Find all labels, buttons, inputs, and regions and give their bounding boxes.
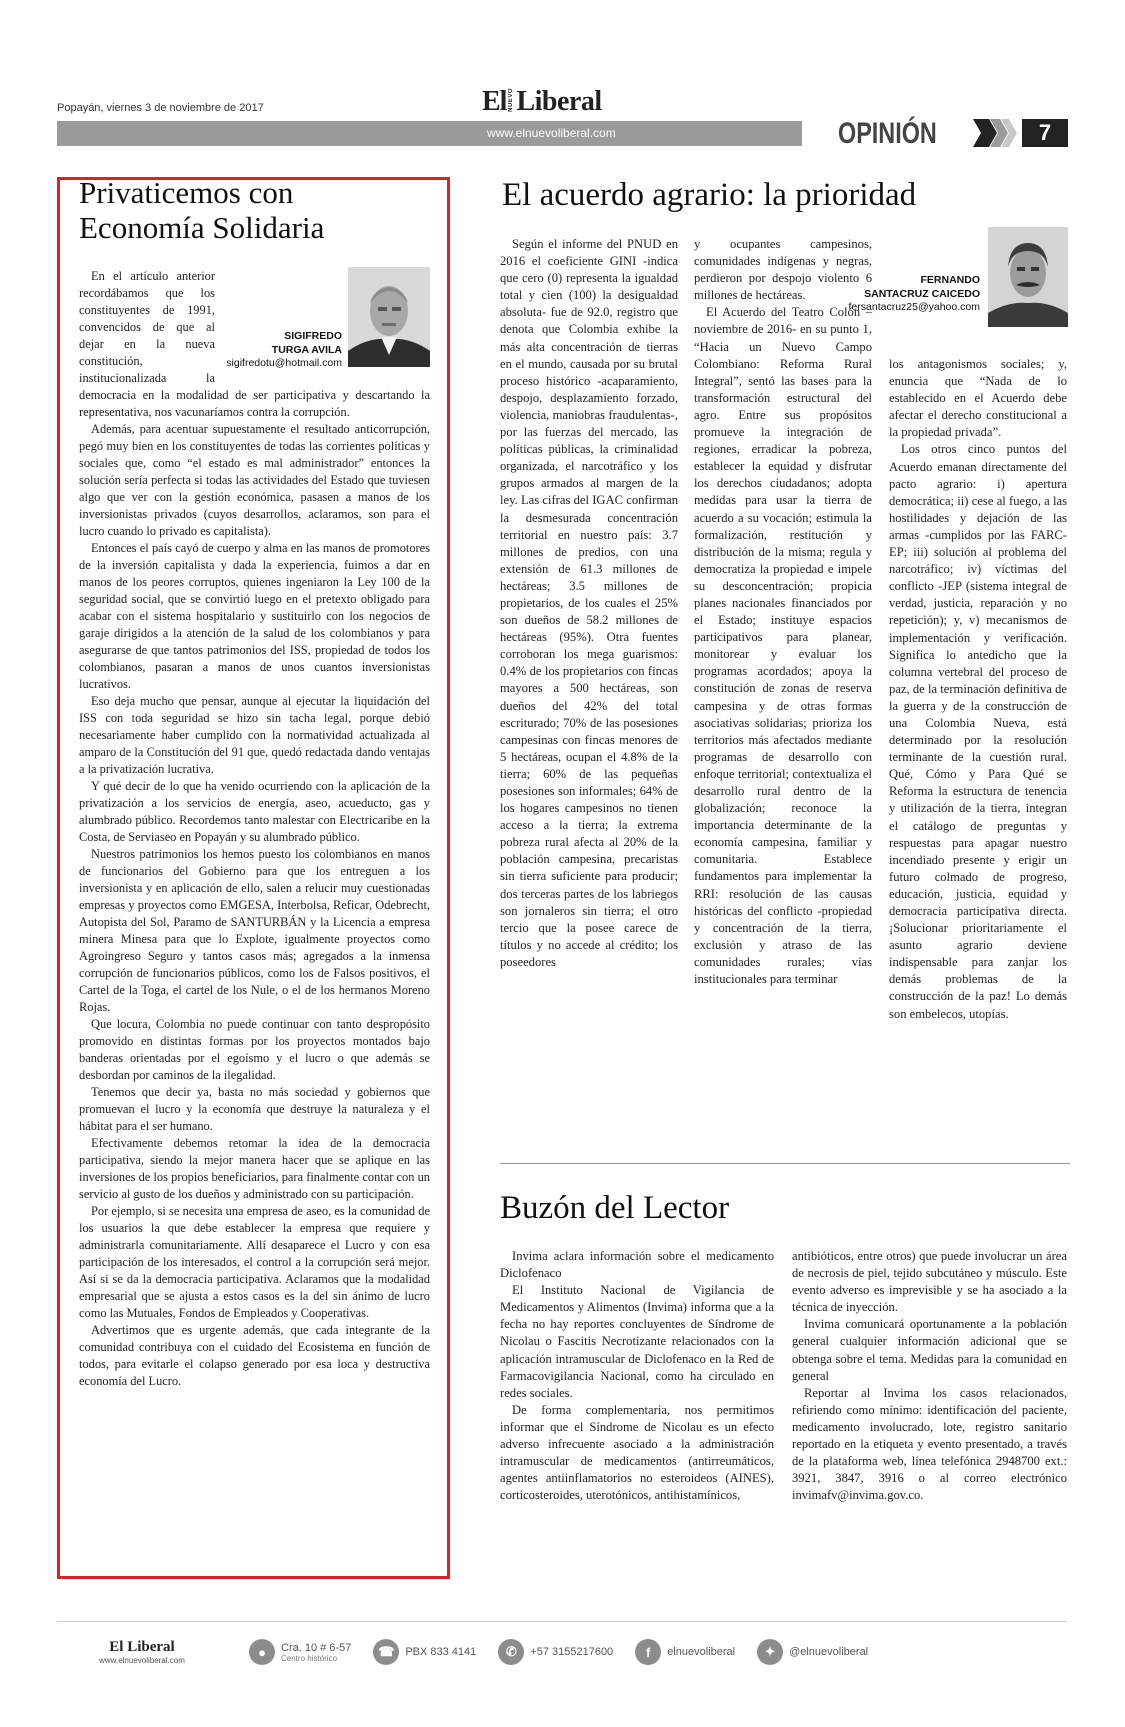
article1-paragraph: Que locura, Colombia no puede continuar con tanto despropósito promovido en distintas formas por los proyectos montados bajo banderas orientadas por el egoísmo y el lucro o que además se desbordan por caminos de la ilegalidad. (79, 1017, 430, 1082)
article2-author-email[interactable]: fersantacruz25@yahoo.com (848, 301, 980, 314)
article2-column-1 (500, 236, 678, 971)
facebook-icon: f (635, 1639, 661, 1665)
article1-paragraph: En el artículo anterior recordábamos que los constituyentes de 1991, convencidos de que al dejar en la nueva constitución, institucionalizada la democracia en la modalidad de ser participativa y descartando la representativa, nos vacunaríamos contra la corrupción. (79, 269, 430, 419)
footer-phone[interactable] (373, 1639, 476, 1665)
logo-liberal: Liberal (516, 86, 602, 117)
article1-author-last: TURGA AVILA (271, 343, 342, 356)
article1-paragraph: Además, para acentuar supuestamente el resultado anticorrupción, pegó muy bien en los constituyentes de todas las corrientes políticas y sociales que, como “el estado es mal administrador” entonces la solución sería perfecta si todas las actividades del Estado que tuviesen algo que ver con la gestión económica, pasasen a manos de los inversionistas privados (cuyos desarrollos, aclaramos, son para el lucro cuando lo privado es capitalista). (79, 422, 430, 538)
article2-paragraph: El Acuerdo del Teatro Colón –noviembre de 2016- en su punto 1, “Hacia un Nuevo Campo Colombiano: Reforma Rural Integral”, sentó las bases para la transformación estructural del agro. Entre sus propósitos promueve la integración de regiones, erradicar la pobreza, establecer la equidad y disfrutar los derechos ciudadanos; adopta medidas para usar la tierra de acuerdo a su vocación; estimula la formalización, restitución y distribución de la misma; regula y democratiza la propiedad e impele su desconcentración; propicia planes nacionales financiados por el Estado; instituye espacios participativos para planear, monitorear y evaluar los programas acordados; apoya la constitución de zonas de reserva campesina y de otras formas asociativas solidarias; prioriza los territorios más afectados mediante programas de desarrollo con enfoque territorial; contextualiza el desarrollo rural dentro de la globalización; reconoce la importancia determinante de la economía campesina, familiar y comunitaria. Establece fundamentos para implementar la RRI: resolución de las causas históricas del conflicto -propiedad y concentración de la tierra, exclusión y atraso de las comunidades rurales; vías institucionales para terminar (694, 305, 872, 987)
article1-paragraph: Entonces el país cayó de cuerpo y alma en las manos de promotores de la inversión capitalista y dada la experiencia, fuimos a dar en manos de los peores corruptos, quienes ingeniaron la Ley 100 de la seguridad social, que se convirtió luego en el pretexto obligado para acabar con el sistema hospitalario y sustituirlo con los negocios de garaje dirigidos a la atención de la salud de los colombianos y para asegurarse de que tantos patrimonios del ISS, propiedad de todos los colombianos, pasaran a manos de unos cuantos inversionistas lucrativos. (79, 541, 430, 691)
article2-paragraph: Los otros cinco puntos del Acuerdo emanan directamente del pacto agrario: i) apertura democrática; ii) cese al fuego, a las hostilidades y dejación de las armas -cumplidos por las FARC-EP; iii) solución al problema del narcotráfico; iv) víctimas del conflicto -JEP (sistema integral de verdad, justicia, reparación y no repetición); y, v) mecanismos de implementación y verificación. Significa lo antedicho que la columna vertebral del proceso de paz, de la terminación definitiva de la guerra y de la construcción de una Colombia Nueva, está determinado por la resolución terminante de la cuestión rural. Qué, Cómo y Para Qué se Reforma la estructura de tenencia y utilización de la tierra, integran el catálogo de preguntas y respuestas para apagar nuestro incendiado presente y erigir un futuro colmado de progreso, educación, justicia, equidad y democracia participativa directa. ¡Solucionar prioritariamente el asunto agrario deviene indispensable para zanjar los demás problemas de la construcción de la paz! Lo demás son embelecos, utopías. (889, 442, 1067, 1021)
article2-paragraph: los antagonismos sociales; y, enuncia que “Nada de lo establecido en el Acuerdo debe afectar el derecho constitucional a la propiedad privada”. (889, 357, 1067, 440)
issue-date: Popayán, viernes 3 de noviembre de 2017 (57, 102, 264, 114)
footer-logo-text: El Liberal (109, 1639, 175, 1655)
buzon-paragraph: Invima comunicará oportunamente a la población general cualquier información adicional que se obtenga sobre el tema. Medidas para la comunidad en general (792, 1317, 1067, 1383)
footer-address-sub: Centro histórico (281, 1653, 338, 1663)
article1-title (79, 176, 439, 245)
footer-divider (57, 1621, 1067, 1622)
article2-author-first: FERNANDO (920, 274, 980, 286)
footer-twitter-text: @elnuevoliberal (789, 1646, 869, 1658)
article1-title-line1: Privaticemos con (79, 175, 294, 210)
article1-title-line2: Economía Solidaria (79, 209, 325, 245)
article1-photo-spacer (215, 268, 430, 372)
article1-paragraph: Eso deja mucho que pensar, aunque al ejecutar la liquidación del ISS con toda seguridad se hizo sin tacha legal, porque debió necesariamente haber cumplido con la normatividad actualizada al amparo de la Constitución del 91 que, quedó redactada dando ventajas a la privatización lucrativa. (79, 694, 430, 776)
article1-paragraph: Tenemos que decir ya, basta no más sociedad y gobiernos que promuevan el lucro y la economía que destruye la naturaleza y el hábitat para el ser humano. (79, 1085, 430, 1133)
article2-author-photo (988, 227, 1068, 327)
article2-title: El acuerdo agrario: la prioridad (502, 177, 917, 213)
section-name: OPINIÓN (838, 117, 937, 150)
twitter-icon: ✦ (757, 1639, 783, 1665)
article1-paragraph: Advertimos que es urgente además, que cada integrante de la comunidad contribuya con el cuidado del Ecosistema en función de todos, para evitarle el colapso generado por esa loca y destructiva economía del Lucro. (79, 1323, 430, 1388)
article2-paragraph: y ocupantes campesinos, comunidades indígenas y negras, perdieron por despojo violento 6 millones de hectáreas. (694, 237, 872, 303)
location-icon: ● (249, 1639, 275, 1665)
buzon-column-2 (792, 1248, 1067, 1504)
article1-paragraph: Efectivamente debemos retomar la idea de la democracia participativa, siendo la mejor manera hacer que se aplique en las inversiones de los propios beneficiarios, para finalmente contar con un servicio al gusto de los dueños y administrado con su participación. (79, 1136, 430, 1201)
article1-paragraph: Y qué decir de lo que ha venido ocurriendo con la aplicación de la privatización a los servicios de energía, aseo, acueducto, gas y alumbrado público. Recordemos tanto malestar con Electricaribe en la Costa, de Serviaseo en Popayán y su alumbrado público. (79, 779, 430, 844)
footer-facebook-text: elnuevoliberal (667, 1646, 736, 1658)
article2-paragraph: Según el informe del PNUD en 2016 el coeficiente GINI -indica que cero (0) representa la igualdad total y cien (100) la desigualdad absoluta- fue de 92.0, registro que denota que Colombia exhibe la más alta concentración de tierras en el mundo, causada por su brutal proceso histórico -acaparamiento, despojo, desplazamiento forzado, violencia, maniobras fraudulentas-, por las fuerzas del mercado, las políticas públicas, la criminalidad organizada, el narcotráfico y los grupos armados al margen de la ley. Las cifras del IGAC confirman la desmesurada concentración territorial en nuestro país: 3.7 millones de predios, con una extensión de 61.3 millones de hectáreas; 3.5 millones de propietarios, de los cuales el 25% son dueños de 58.2 millones de hectáreas (95%). Otra fuentes corroboran los mega guarismos: 0.4% de los propietarios con fincas mayores a 500 hectáreas, son dueños del 42% del total escriturado; 70% de las posesiones campesinas con fincas menores de 5 hectáreas, ocupan el 4.8% de la tierra; 60% de las pequeñas posesiones son informales; 64% de los hogares campesinos no tienen acceso a la tierra; la extrema pobreza rural afecta al 20% de la población campesina, precaristas sin tierra suficiente para producir; dos terceras partes de los labriegos son jornaleros sin tierra; el otro tercio que la posee carece de títulos y no accede al crédito; los poseedores (500, 237, 678, 969)
phone-icon: ☎ (373, 1639, 399, 1665)
footer-twitter[interactable] (757, 1639, 868, 1665)
section-divider (500, 1163, 1070, 1164)
footer-logo[interactable] (57, 1639, 227, 1665)
footer-address (249, 1639, 351, 1665)
masthead-url-link[interactable]: www.elnuevoliberal.com (487, 126, 616, 140)
buzon-column-1 (500, 1248, 774, 1504)
logo-nuevo: NUEVO (508, 88, 515, 112)
article1-paragraph: Por ejemplo, si se necesita una empresa de aseo, es la comunidad de los usuarios la que debe establecer la empresa que requiere y administrarla comunitariamente. Allí desaparece el Lucro y con esa participación de los interesados, el control a la corrupción será mejor. Así si se da la democracia participativa. Aclaramos que la modalidad empresarial que se ajusta a estos casos es la del sin ánimo de lucro como las Mutuales, Fondos de Empleados y Cooperativas. (79, 1204, 430, 1320)
buzon-paragraph: antibióticos, entre otros) que puede involucrar un área de necrosis de piel, tejido subcutáneo y músculo. Este evento adverso es imprevisible y se ha asociado a la técnica de inyección. (792, 1249, 1067, 1315)
buzon-title: Buzón del Lector (500, 1190, 730, 1226)
buzon-paragraph: Reportar al Invima los casos relacionados, refiriendo como mínimo: identificación del paciente, medicamento involucrado, lote, registro sanitario reportado en la etiqueta y evento presentado, a través de la plataforma web, línea telefónica 2948700 ext.: 3921, 3847, 3916 o al correo electrónico invimafv@invima.gov.co. (792, 1385, 1067, 1503)
page-number: 7 (1022, 119, 1068, 147)
article1-author-first: SIGIFREDO (284, 330, 342, 342)
footer (57, 1632, 1067, 1672)
footer-facebook[interactable] (635, 1639, 735, 1665)
whatsapp-icon: ✆ (498, 1639, 524, 1665)
buzon-paragraph: El Instituto Nacional de Vigilancia de Medicamentos y Alimentos (Invima) informa que a la fecha no hay reportes concluyentes de Síndrome de Nicolau o Fascitis Necrotizante relacionados con la aplicación intramuscular de Diclofenaco en la Red de Farmacovigilancia Nacional, como ha circulado en redes sociales. (500, 1283, 774, 1400)
footer-address-line: Cra. 10 # 6-57 (281, 1641, 352, 1654)
footer-address-text (281, 1642, 351, 1663)
logo-el: El (482, 86, 507, 117)
footer-whatsapp[interactable] (498, 1639, 613, 1665)
buzon-headline: Invima aclara información sobre el medicamento Diclofenaco (500, 1249, 774, 1281)
article2-author-last: SANTACRUZ CAICEDO (864, 287, 980, 300)
buzon-paragraph: De forma complementaria, nos permitimos informar que el Síndrome de Nicolau es un efecto adverso infrecuente asociado a la administración intramuscular de medicamentos (antirreumáticos, agentes antiinflamatorios no esteroideos (AINES), corticosteroides, uterotónicos, antihistamínicos, (500, 1402, 774, 1503)
footer-phone-text: PBX 833 4141 (405, 1646, 477, 1658)
article2-column-3 (889, 356, 1067, 1023)
masthead-bar (57, 121, 802, 146)
newspaper-logo[interactable] (482, 86, 602, 118)
article1-author-email[interactable]: sigifredotu@hotmail.com (226, 357, 342, 370)
footer-whatsapp-text: +57 3155217600 (530, 1646, 614, 1658)
footer-url[interactable]: www.elnuevoliberal.com (99, 1656, 185, 1665)
article1-paragraph: Nuestros patrimonios los hemos puesto los colombianos en manos de funcionarios del Gobierno para que los entreguen a los inversionista y en aplicación de ello, salen a relucir muy cuestionadas empresas y proyectos como EMGESA, Interbolsa, Reficar, Odebrecht, Autopista del Sol, Paramo de SANTURBÁN y la Licencia a empresa minera Minesa para que lo Explote, igualmente proyectos como Agroingreso Seguro y tantos casos más; agregados a la inmensa corrupción de funcionarios públicos, como los de Falsos positivos, el Cartel de la Toga, el cartel de los Nule, o el de los hermanos Moreno Rojas. (79, 847, 430, 1014)
article2-column-2 (694, 236, 872, 988)
article1-body (79, 268, 430, 1390)
